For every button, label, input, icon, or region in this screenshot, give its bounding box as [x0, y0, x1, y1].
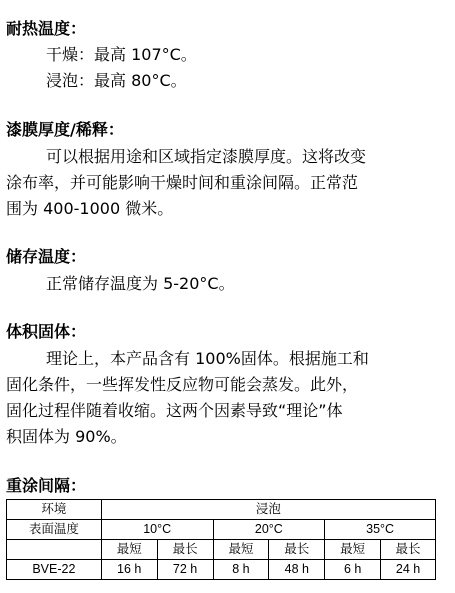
temp-10-cell: 10°C [101, 520, 213, 540]
table-row-surface-temperature [7, 520, 436, 540]
value-cell: 24 h [381, 560, 436, 580]
max-label-cell: 最长 [157, 540, 213, 560]
env-label-cell: 环境 [7, 500, 102, 520]
film-thickness-heading: 漆膜厚度/稀释： [6, 120, 124, 139]
volume-solids-heading: 体积固体： [6, 322, 87, 341]
solids-line-1: 理论上，本产品含有 100%固体。根据施工和 [46, 349, 369, 368]
table-row-product [7, 560, 436, 580]
heat-dry-line: 干燥：最高 107°C。 [46, 45, 197, 64]
solids-line-2: 固化条件，一些挥发性反应物可能会蒸发。此外， [6, 375, 359, 394]
storage-temperature-heading: 储存温度： [6, 247, 87, 266]
table-row-environment [7, 500, 436, 520]
heat-immersion-line: 浸泡：最高 80°C。 [46, 71, 187, 90]
surface-label-cell: 表面温度 [7, 520, 102, 540]
max-label-cell: 最长 [269, 540, 325, 560]
heat-resistance-heading: 耐热温度： [6, 19, 87, 38]
solids-line-4: 积固体为 90%。 [6, 427, 127, 446]
table-row-min-max [7, 540, 436, 560]
empty-cell [7, 540, 102, 560]
min-label-cell: 最短 [325, 540, 381, 560]
value-cell: 6 h [325, 560, 381, 580]
solids-line-3: 固化过程伴随着收缩。这两个因素导致“理论”体 [6, 401, 343, 420]
value-cell: 16 h [101, 560, 157, 580]
thickness-line-1: 可以根据用途和区域指定漆膜厚度。这将改变 [46, 147, 367, 166]
temp-35-cell: 35°C [325, 520, 436, 540]
storage-line: 正常储存温度为 5-20°C。 [46, 274, 235, 293]
value-cell: 72 h [157, 560, 213, 580]
min-label-cell: 最短 [101, 540, 157, 560]
env-value-cell: 浸泡 [101, 500, 435, 520]
recoat-interval-table [6, 499, 436, 580]
recoat-interval-heading: 重涂间隔： [6, 476, 87, 495]
value-cell: 8 h [213, 560, 269, 580]
product-name-cell: BVE-22 [7, 560, 102, 580]
temp-20-cell: 20°C [213, 520, 325, 540]
min-label-cell: 最短 [213, 540, 269, 560]
thickness-line-2: 涂布率，并可能影响干燥时间和重涂间隔。正常范 [6, 173, 359, 192]
max-label-cell: 最长 [381, 540, 436, 560]
thickness-line-3: 围为 400-1000 微米。 [6, 199, 174, 218]
value-cell: 48 h [269, 560, 325, 580]
